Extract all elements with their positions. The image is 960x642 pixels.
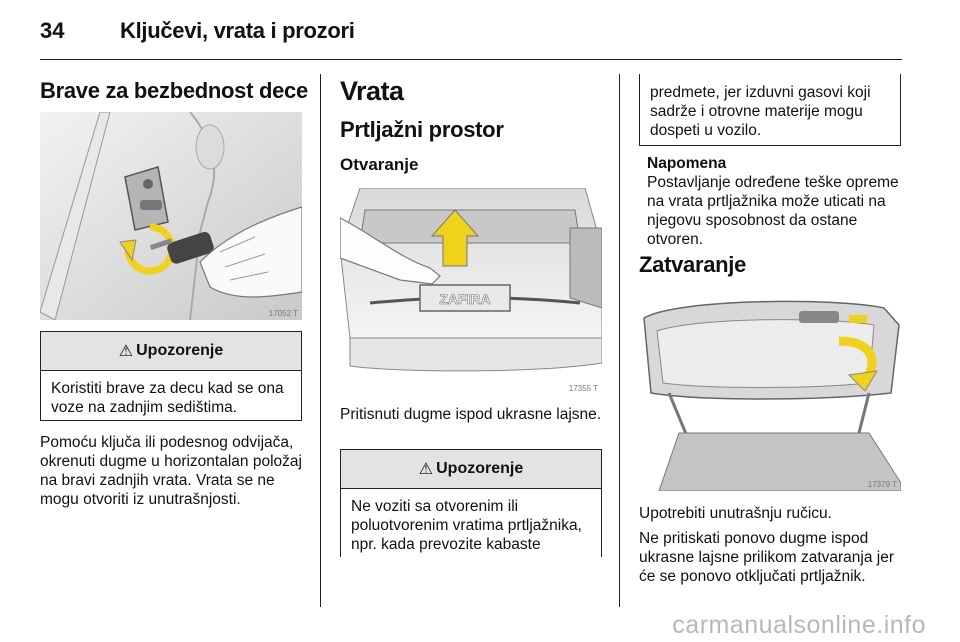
child-lock-illustration	[40, 112, 302, 320]
trunk-heading: Prtljažni prostor	[340, 117, 504, 142]
page-number: 34	[40, 18, 65, 43]
warning-box-continued	[639, 74, 901, 146]
zafira-badge: ZAFIRA	[439, 291, 491, 307]
warning-header	[41, 332, 301, 371]
child-lock-paragraph: Pomoću ključa ili podesnog odvijača, okrenuti dugme u horizontalan položaj na bravi zadnjih vrata. Vrata se ne mogu otvoriti iz unutrašnjosti.	[40, 434, 302, 508]
doors-heading: Vrata	[340, 76, 404, 106]
column-divider-1	[320, 74, 321, 607]
header-rule	[40, 59, 902, 60]
closing-paragraph-1: Upotrebiti unutrašnju ručicu.	[639, 505, 832, 522]
opening-paragraph: Pritisnuti dugme ispod ukrasne lajsne.	[340, 406, 602, 423]
trunk-open-figure	[340, 188, 602, 395]
warning-text: Ne voziti sa otvorenim ili poluotvorenim vratima prtljažnika, npr. kada prevozite kabaste	[351, 498, 582, 553]
watermark: carmanualsonline.info	[672, 611, 926, 639]
opening-heading: Otvaranje	[340, 155, 419, 174]
closing-paragraph-2: Ne pritiskati ponovo dugme ispod ukrasne lajsne prilikom zatvaranja jer će se ponovo otključati prtljažnik.	[639, 530, 895, 585]
figure-number: 17052 T	[268, 309, 298, 318]
figure-number: 17355 T	[568, 384, 598, 393]
child-lock-figure	[40, 112, 302, 320]
warning-box-driving-open	[340, 449, 602, 557]
warning-header	[341, 450, 601, 489]
warning-title: Upozorenje	[436, 460, 524, 477]
warning-continued-text: predmete, jer izduvni gasovi koji sadrže i otrovne materije mogu dospeti u vozilo.	[650, 84, 871, 139]
note-title: Napomena	[647, 155, 727, 172]
figure-number: 17379 T	[867, 480, 897, 489]
warning-box-child-lock	[40, 331, 302, 421]
note-text: Postavljanje određene teške opreme na vrata prtljažnika može uticati na njegovu sposobnost da ostane otvoren.	[647, 174, 899, 248]
warning-title: Upozorenje	[136, 342, 224, 359]
tailgate-illustration	[340, 188, 602, 395]
trunk-close-figure	[639, 283, 901, 491]
warning-text: Koristiti brave za decu kad se ona voze na zadnjim sedištima.	[51, 380, 284, 416]
chapter-title: Ključevi, vrata i prozori	[120, 18, 355, 43]
warning-triangle-icon: ⚠	[418, 461, 434, 478]
closing-heading: Zatvaranje	[639, 252, 747, 277]
column-divider-2	[619, 74, 620, 607]
warning-triangle-icon: ⚠	[118, 343, 134, 360]
tailgate-closing-illustration	[639, 283, 901, 491]
child-lock-heading: Brave za bezbednost dece	[40, 78, 308, 103]
